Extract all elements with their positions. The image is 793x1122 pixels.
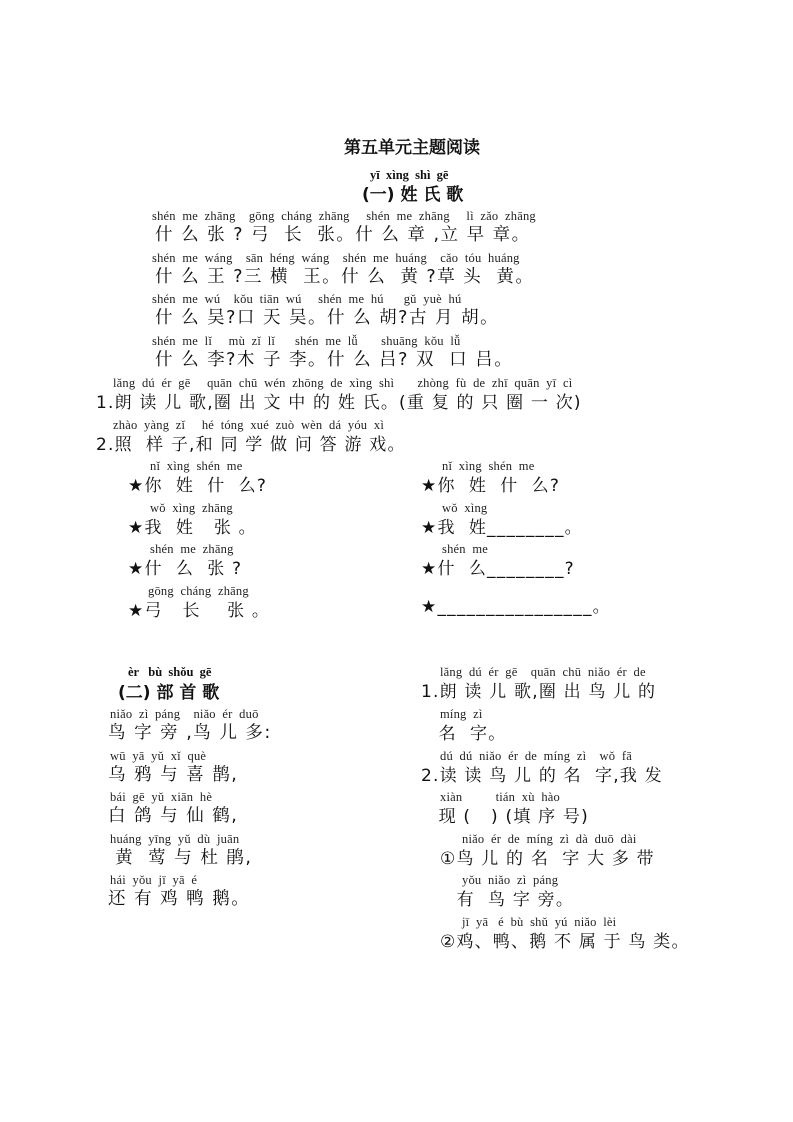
- question-1: 1.朗 读 儿 歌,圈 出 文 中 的 姓 氏。(重 复 的 只 圈 一 次): [96, 393, 582, 413]
- right-dialogue-4: ★________________。: [421, 597, 611, 617]
- part2-poem-line-3: 白 鸽 与 仙 鹤,: [108, 806, 239, 826]
- part2-poem-pinyin-1: niǎo zì páng niǎo ér duō: [110, 707, 259, 721]
- part2-question-line-7: ②鸡、鸭、鹅 不 属 于 鸟 类。: [440, 932, 690, 952]
- part1-title: (一) 姓 氏 歌: [362, 185, 464, 205]
- part2-poem-pinyin-3: bái gē yǔ xiān hè: [110, 790, 213, 804]
- right-dialogue-2: ★我 姓________。: [421, 518, 583, 538]
- part2-question-line-5: ①鸟 儿 的 名 字 大 多 带: [440, 849, 655, 869]
- part2-title: (二) 部 首 歌: [118, 683, 220, 703]
- part2-question-pinyin-7: jī yā é bù shǔ yú niǎo lèi: [462, 915, 617, 929]
- part2-poem-pinyin-4: huáng yīng yǔ dù juān: [110, 832, 240, 846]
- poem-line-2: 什 么 王 ?三 横 王。什 么 黄 ?草 头 黄。: [155, 267, 535, 287]
- part2-poem-line-2: 乌 鸦 与 喜 鹊,: [108, 765, 239, 785]
- right-dialogue-pinyin-3: shén me: [442, 542, 489, 556]
- part2-poem-pinyin-2: wū yā yǔ xǐ què: [110, 749, 207, 763]
- question-1-pinyin: lǎng dú ér gē quān chū wén zhōng de xìng shì zhòng fù de zhī quān yī cì: [113, 376, 573, 390]
- poem-pinyin-line-4: shén me lǐ mù zǐ lǐ shén me lǚ shuāng kǒu lǚ: [152, 334, 461, 348]
- poem-line-4: 什 么 李?木 子 李。什 么 吕? 双 口 吕。: [155, 350, 514, 370]
- left-dialogue-pinyin-2: wǒ xìng zhāng: [150, 501, 233, 515]
- part2-poem-line-4: 黄 莺 与 杜 鹃,: [108, 848, 253, 868]
- poem-pinyin-line-1: shén me zhāng gōng cháng zhāng shén me zhāng lì zǎo zhāng: [152, 209, 536, 223]
- poem-pinyin-line-2: shén me wáng sān héng wáng shén me huáng cǎo tóu huáng: [152, 251, 520, 265]
- part2-question-line-6: 有 鸟 字 旁。: [450, 890, 575, 910]
- part2-question-line-3: 2.读 读 鸟 儿 的 名 字,我 发: [421, 766, 663, 786]
- part1-title-pinyin: yī xìng shì gē: [370, 168, 449, 182]
- right-dialogue-pinyin-2: wǒ xìng: [442, 501, 488, 515]
- left-dialogue-pinyin-1: nǐ xìng shén me: [150, 459, 243, 473]
- left-dialogue-pinyin-4: gōng cháng zhāng: [148, 584, 249, 598]
- page-title: 第五单元主题阅读: [344, 138, 480, 158]
- right-dialogue-3: ★什 么________?: [421, 559, 575, 579]
- part2-poem-line-5: 还 有 鸡 鸭 鹅。: [108, 889, 251, 909]
- part2-question-pinyin-3: dú dú niǎo ér de míng zì wǒ fā: [440, 749, 632, 763]
- question-2: 2.照 样 子,和 同 学 做 问 答 游 戏。: [96, 435, 406, 455]
- poem-line-3: 什 么 吴?口 天 吴。什 么 胡?古 月 胡。: [155, 308, 500, 328]
- part2-question-line-2: 名 字。: [432, 724, 507, 744]
- question-2-pinyin: zhào yàng zǐ hé tóng xué zuò wèn dá yóu xì: [113, 418, 385, 432]
- left-dialogue-4: ★弓 长 张 。: [128, 601, 271, 621]
- part2-title-pinyin: èr bù shǒu gē: [128, 665, 212, 679]
- part2-question-line-4: 现 ( ) (填 序 号): [432, 807, 589, 827]
- part2-question-pinyin-5: niǎo ér de míng zì dà duō dài: [462, 832, 637, 846]
- right-dialogue-pinyin-1: nǐ xìng shén me: [442, 459, 535, 473]
- part2-question-pinyin-1: lǎng dú ér gē quān chū niǎo ér de: [440, 665, 646, 679]
- left-dialogue-3: ★什 么 张 ?: [128, 559, 243, 579]
- poem-line-1: 什 么 张 ? 弓 长 张。什 么 章 ,立 早 章。: [155, 225, 531, 245]
- poem-pinyin-line-3: shén me wú kǒu tiān wú shén me hú gǔ yuè hú: [152, 292, 462, 306]
- part2-poem-line-1: 鸟 字 旁 ,鸟 儿 多:: [108, 723, 272, 743]
- part2-question-pinyin-2: míng zì: [440, 707, 483, 721]
- left-dialogue-1: ★你 姓 什 么?: [128, 476, 268, 496]
- part2-poem-pinyin-5: hái yǒu jī yā é: [110, 873, 198, 887]
- part2-question-line-1: 1.朗 读 儿 歌,圈 出 鸟 儿 的: [421, 682, 657, 702]
- part2-question-pinyin-4: xiàn tián xù hào: [440, 790, 560, 804]
- left-dialogue-pinyin-3: shén me zhāng: [150, 542, 234, 556]
- right-dialogue-1: ★你 姓 什 么?: [421, 476, 561, 496]
- left-dialogue-2: ★我 姓 张 。: [128, 518, 257, 538]
- part2-question-pinyin-6: yǒu niǎo zì páng: [462, 873, 559, 887]
